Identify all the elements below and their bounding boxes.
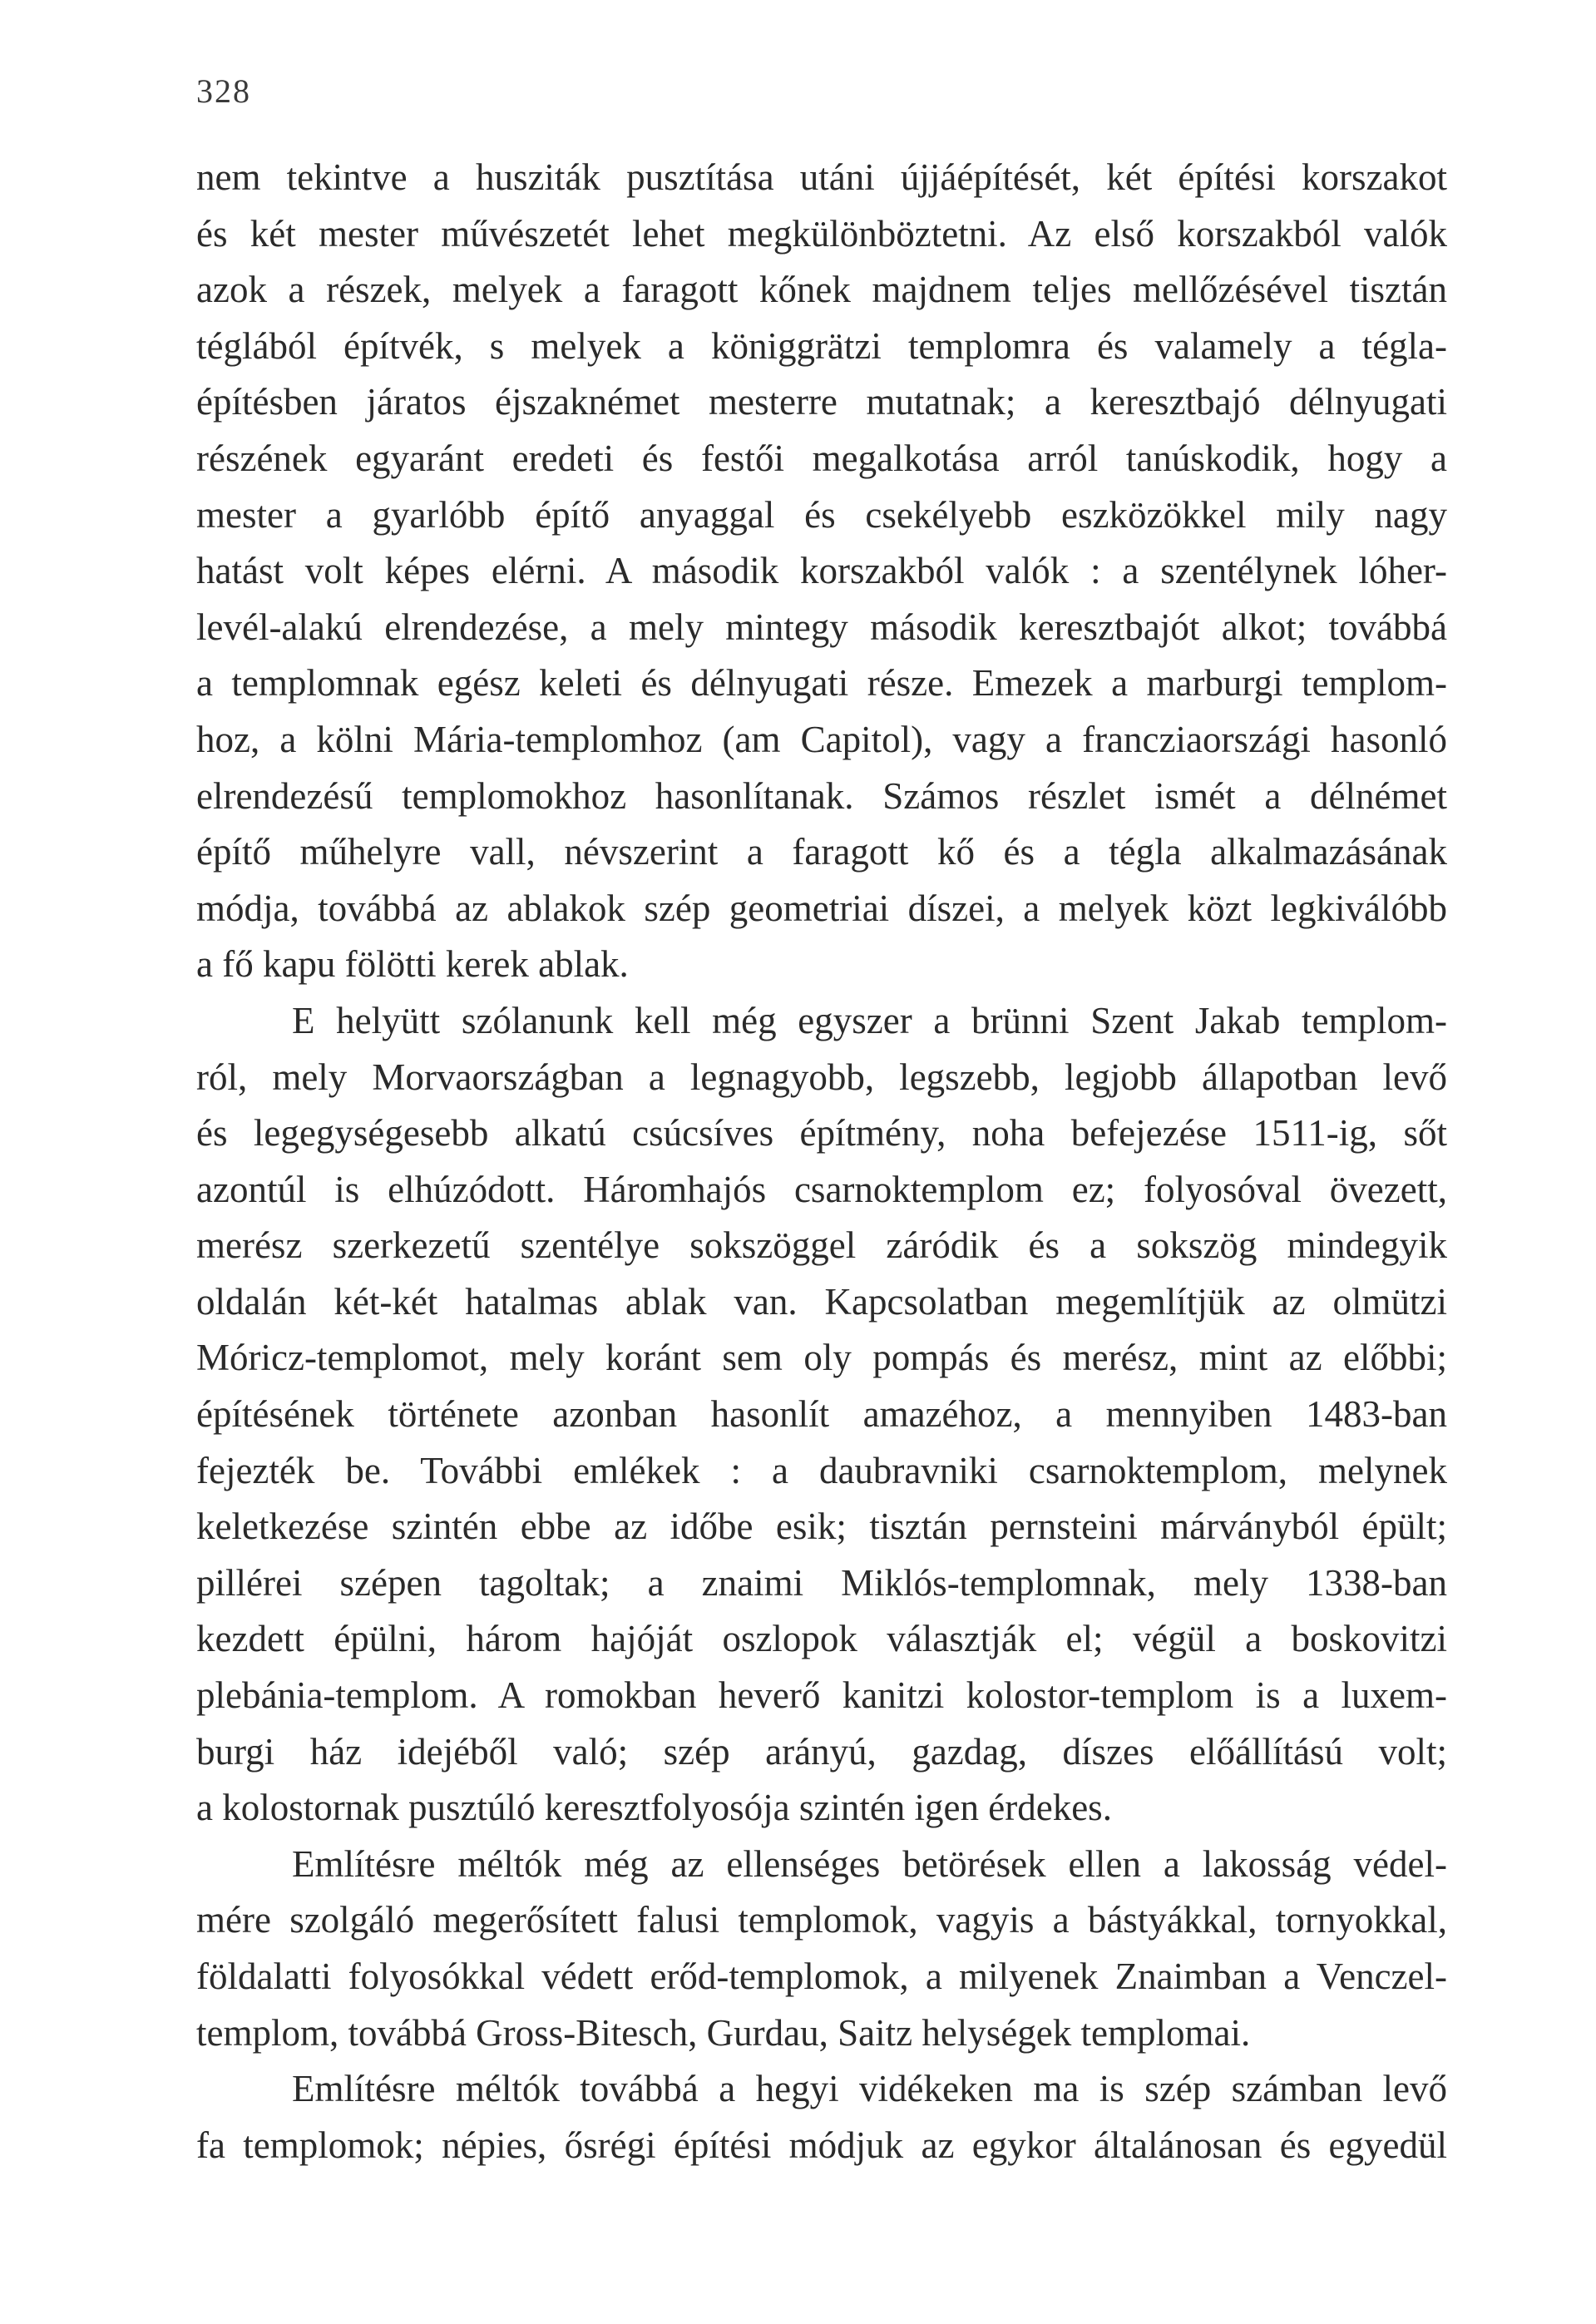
text-line: Említésre méltók továbbá a hegyi vidékeken ma is szép számban levő	[292, 2068, 1447, 2110]
text-line: nem tekintve a husziták pusztítása utáni újjáépítését, két építési korszakot	[196, 156, 1447, 198]
text-line: építésének története azonban hasonlít amazéhoz, a mennyiben 1483-ban	[196, 1393, 1447, 1436]
text-line: téglából építvék, s melyek a königgrätzi templomra és valamely a tégla-	[196, 324, 1447, 367]
text-line: hoz, a kölni Mária-templomhoz (am Capitol), vagy a francziaországi hasonló	[196, 718, 1447, 760]
body-text	[196, 150, 1447, 2173]
text-line: fejezték be. További emlékek : a daubravniki csarnoktemplom, melynek	[196, 1449, 1447, 1491]
text-line: fa templomok; népies, ősrégi építési módjuk az egykor általánosan és egyedül	[196, 2124, 1447, 2166]
text-line: módja, továbbá az ablakok szép geometriai díszei, a melyek közt legkiválóbb	[196, 887, 1447, 929]
text-line: földalatti folyosókkal védett erőd-templomok, a milyenek Znaimban a Venczel-	[196, 1956, 1447, 1997]
text-line: elrendezésű templomokhoz hasonlítanak. Számos részlet ismét a délnémet	[196, 774, 1447, 817]
page-number: 328	[196, 72, 251, 110]
text-line: építő műhelyre vall, névszerint a faragott kő és a tégla alkalmazásának	[196, 831, 1447, 873]
text-line: hatást volt képes elérni. A második korszakból valók : a szentélynek lóher-	[196, 550, 1447, 592]
text-line: burgi ház idejéből való; szép arányú, gazdag, díszes előállítású volt;	[196, 1730, 1447, 1773]
text-line: a kolostornak pusztúló keresztfolyosója szintén igen érdekes.	[196, 1787, 1112, 1829]
text-line: keletkezése szintén ebbe az időbe esik; tisztán pernsteini márványból épült;	[196, 1506, 1447, 1548]
text-line: Említésre méltók még az ellenséges betörések ellen a lakosság védel-	[292, 1842, 1447, 1885]
text-line: E helyütt szólanunk kell még egyszer a brünni Szent Jakab templom-	[292, 999, 1447, 1041]
text-line: merész szerkezetű szentélye sokszöggel záródik és a sokszög mindegyik	[196, 1224, 1447, 1267]
text-line: mére szolgáló megerősített falusi templomok, vagyis a bástyákkal, tornyokkal,	[196, 1899, 1447, 1941]
text-line: és két mester művészetét lehet megkülönböztetni. Az első korszakból valók	[196, 212, 1447, 255]
text-line: a fő kapu fölötti kerek ablak.	[196, 943, 629, 986]
text-line: azontúl is elhúzódott. Háromhajós csarnoktemplom ez; folyosóval övezett,	[196, 1168, 1447, 1210]
text-line: mester a gyarlóbb építő anyaggal és csekélyebb eszközökkel mily nagy	[196, 493, 1447, 536]
text-line: ról, mely Morvaországban a legnagyobb, legszebb, legjobb állapotban levő	[196, 1056, 1447, 1098]
text-line: oldalán két-két hatalmas ablak van. Kapcsolatban megemlítjük az olmützi	[196, 1280, 1447, 1323]
text-line: levél-alakú elrendezése, a mely mintegy második keresztbajót alkot; továbbá	[196, 606, 1447, 648]
text-line: azok a részek, melyek a faragott kőnek majdnem teljes mellőzésével tisztán	[196, 269, 1447, 311]
text-line: építésben járatos éjszaknémet mesterre mutatnak; a keresztbajó délnyugati	[196, 381, 1447, 423]
text-line: és legegységesebb alkatú csúcsíves építmény, noha befejezése 1511-ig, sőt	[196, 1112, 1447, 1155]
text-line: Móricz-templomot, mely koránt sem oly pompás és merész, mint az előbbi;	[196, 1337, 1447, 1379]
text-line: plebánia-templom. A romokban heverő kanitzi kolostor-templom is a luxem-	[196, 1674, 1447, 1717]
text-line: a templomnak egész keleti és délnyugati része. Emezek a marburgi templom-	[196, 662, 1447, 705]
text-line: részének egyaránt eredeti és festői megalkotása arról tanúskodik, hogy a	[196, 437, 1447, 479]
text-line: templom, továbbá Gross-Bitesch, Gurdau, Saitz helységek templomai.	[196, 2011, 1251, 2054]
text-line: kezdett épülni, három hajóját oszlopok választják el; végül a boskovitzi	[196, 1618, 1447, 1660]
text-line: pillérei szépen tagoltak; a znaimi Miklós-templomnak, mely 1338-ban	[196, 1561, 1447, 1604]
